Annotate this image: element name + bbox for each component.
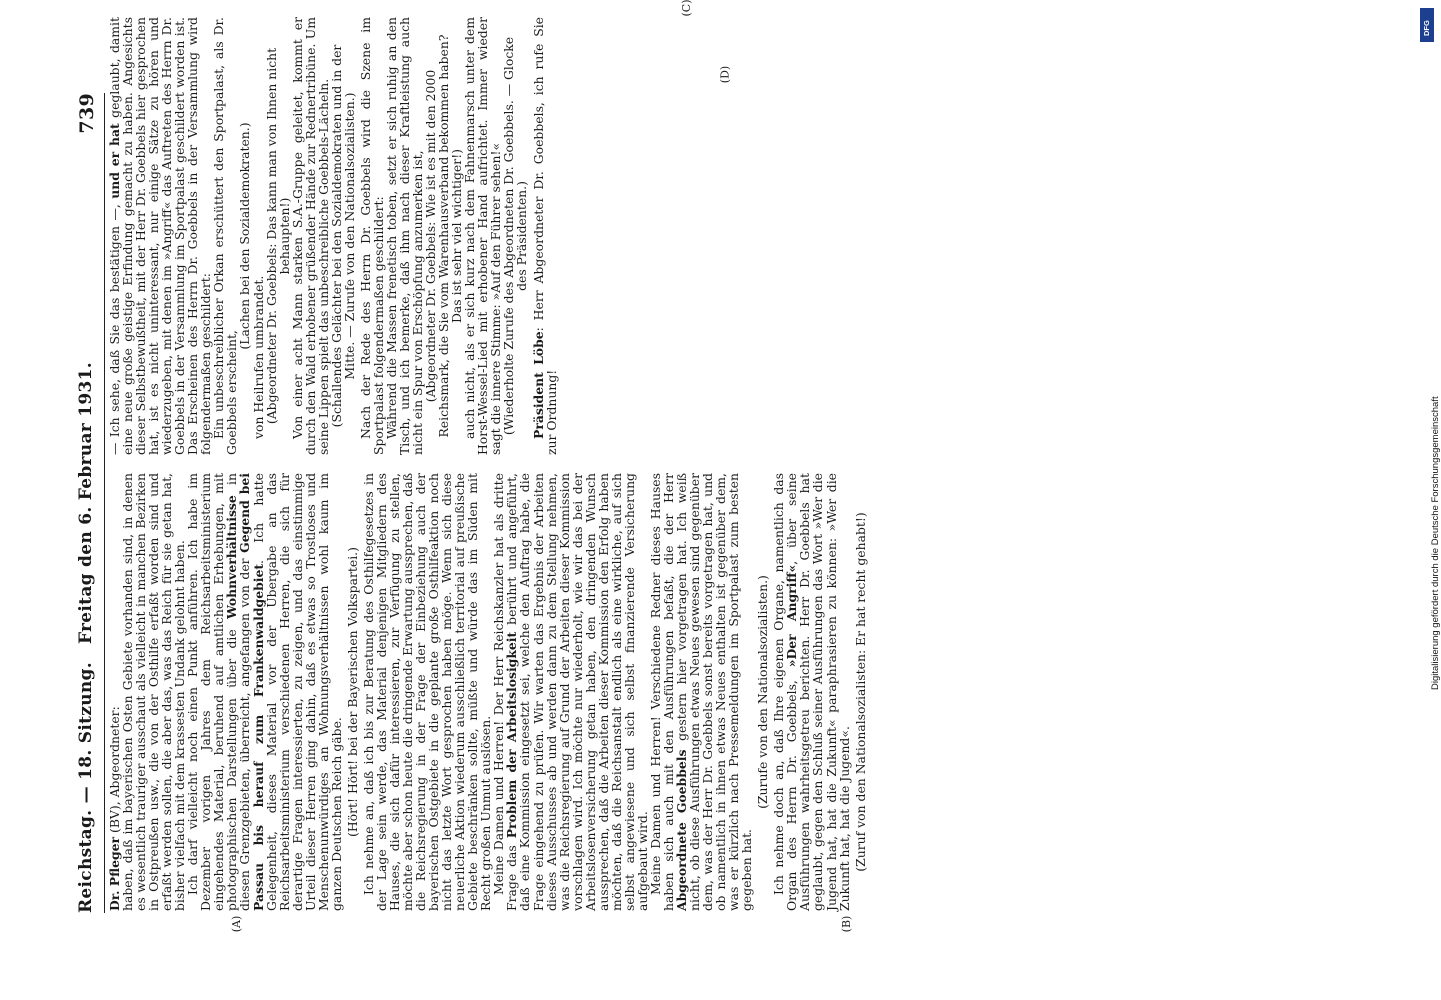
text-run: Meine Damen und Herren! Verschiedene Redner dieses Hauses haben sich auch mit den Ausführungen befaßt, die der Herr xyxy=(647,473,676,911)
interjection: (Lachen bei den Sozialdemokraten.) xyxy=(237,122,253,350)
margin-mark-b: (B) xyxy=(840,915,853,933)
quotation: Ein unbeschreiblicher Orkan erschüttert den Sportpalast, als Dr. Goebbels erscheint, xyxy=(211,17,240,455)
dfg-logo-text: DFG xyxy=(1422,20,1431,36)
margin-mark-d: (D) xyxy=(718,65,732,84)
speaker-name: Präsident Löbe xyxy=(530,331,546,439)
text-run: Ich darf vielleicht noch einen Punkt anführen. Ich habe im Dezember vorigen Jahres dem Reichsarbeitsministerium eingehendes Material, beruhend auf amtlichen Erhebungen, mit photographischen Darstellungen über die xyxy=(185,473,240,911)
text-run: , über seine Ausführungen wahrheitsgetreu berichten. Herr Dr. Goebbels hat geglaubt, gegen den Schluß seiner Ausführungen das Wort »Wer die Jugend hat, hat die Zukunft« paraphrasieren zu können: »Wer die Zukunft hat, hat die Jugend«. xyxy=(784,472,852,911)
interjection: (Abgeordneter Dr. Goebbels: Wie ist es mit den 2000 Reichsmark, die Sie vom Warenhausverband bekommen haben? Das ist sehr viel wichtiger!) xyxy=(423,34,465,438)
bold-run: Abgeordnete Goebbels xyxy=(674,749,690,911)
text-run: gestern hier vorgetragen hat. Ich weiß nicht, ob diese Ausführungen etwas Neues gewesen sind gegenüber dem, was der Herr Dr. Goebbels sonst bereits vorgetragen hat, und ob namentlich in ihnen etwas Neues enthalten ist gegenüber dem, was er kürzlich nach Pressemeldungen im Sportpalast zum besten gegeben hat. xyxy=(674,473,755,911)
paragraph: Ich nehme an, daß ich bis zur Beratung des Osthilfegesetzes in der Lage sein werde, das Material denjenigen Mitgliedern des Hauses, die sich dafür interessieren, zur Verfügung zu stellen, möchte aber schon heute die dringende Erwartung aussprechen, daß die Reichsregierung in der Frage der Einbeziehung auch der bayerischen Ostgebiete in die geplante große Osthilfeaktion noch nicht das letzte Wort gesprochen haben möge. Wenn sich diese neuerliche Aktion wiederum ausschließlich territorial auf preußische Gebiete beschränken sollte, müßte und würde das im Süden mit Recht großen Unmut auslösen. xyxy=(360,473,494,911)
paragraph xyxy=(186,473,343,911)
text-run: . Ich hatte Gelegenheit, dieses Material vor der Übergabe an das Reichsarbeitsministerium verschiedenen Herren, die sich für derartige Fragen interessierten, zu zeigen, und das einstimmige Urteil dieser Herren ging dahin, daß es etwas so Trostloses und Menschenunwürdiges an Wohnungsverhältnissen wohl kaum im ganzen Deutschen Reich gäbe. xyxy=(250,473,344,911)
bold-run: und er hat xyxy=(107,123,122,199)
text-run: berührt und angeführt, daß eine Kommission eingesetzt sei, welche den Auftrag habe, die Frage eingehend zu prüfen. Wir warten das Ergebnis der Arbeiten dieses Ausschusses ab und werden dann zu dem Stellung nehmen, was die Reichsregierung auf Grund der Arbeiten dieser Kommission vorschlagen wird. Ich möchte nur wiederholt, wie wir das bei der Arbeitslosenversicherung getan haben, den dringenden Wunsch aussprechen, daß die Arbeiten dieser Kommission den Erfolg haben möchten, daß die Reichsanstalt endlich als eine wirkliche, auf sich selbst angewiesene und sich selbst finanzierende Versicherung aufgebaut wird. xyxy=(504,473,650,911)
paragraph xyxy=(108,17,212,455)
paragraph xyxy=(532,17,558,455)
text-run: : Herr Abgeordneter Dr. Goebbels, ich rufe Sie zur Ordnung! xyxy=(530,17,559,455)
interjection: (Abgeordneter Dr. Goebbels: Das kann man von Ihnen nicht behaupten!) xyxy=(263,47,292,425)
interjection: (Schallendes Gelächter bei den Sozialdemokraten und in der Mitte. — Zurufe von den Nationalsozialisten.) xyxy=(328,44,357,428)
margin-mark-a: (A) xyxy=(230,915,243,933)
bold-run: Wohnverhältnisse xyxy=(224,495,240,620)
paragraph xyxy=(772,473,850,911)
interjection: (Wiederholte Zurufe des Abgeordneten Dr. Goebbels. — Glocke des Präsidenten.) xyxy=(501,36,530,436)
text-run: — Ich sehe, daß Sie das bestätigen —, xyxy=(107,198,122,455)
speaker-name: Dr. Pfleger xyxy=(107,836,122,911)
quotation: Während die Massen frenetisch toben, setzt er sich ruhig an den Tisch, und ich bemerke, daß ihm nach dieser Kraftleistung auch nicht ein Spur von Erschöpfung anzumerken ist, xyxy=(383,17,426,455)
header-rule xyxy=(104,93,105,913)
quotation: Von einer acht Mann starken S.A.-Gruppe geleitet, kommt er durch den Wald erhobener grüßender Hände zur Rednertribüne. Um seine Lippen spielt das unbeschreibliche Goebbels-Lächeln. xyxy=(289,17,331,455)
interjection: (Hört! Hört! bei der Bayerischen Volkspartei.) xyxy=(344,547,360,837)
bold-run: Gegend bei Passau bis herauf zum Frankenwaldgebiet xyxy=(237,473,266,911)
header-session: Reichstag. — 18. Sitzung. xyxy=(76,662,96,913)
margin-mark-c: (C) xyxy=(680,0,693,17)
digitization-credit xyxy=(1418,0,1441,1000)
speaker-role: (BV), Abgeordneter: xyxy=(107,706,122,837)
text-run: geglaubt, damit eine neue große geistige Erfindung gemacht zu haben. Angesichts dieser Selbstbewußtheit, mit der Herr Dr. Goebbels hier gesprochen hat, ist es nicht uninteressant, nur einige Sätze zu hören und wiederzugeben, mit denen im »Angriff« das Auftreten des Herrn Dr. Goebbels in der Versammlung im Sportpalast geschildert worden ist. Das Erscheinen des Herrn Dr. Goebbels in der Versammlung wird folgendermaßen geschildert: xyxy=(107,17,214,455)
page-number: 739 xyxy=(76,93,98,134)
rotated-document-page xyxy=(70,0,1400,933)
interjection: (Zurufe von den Nationalsozialisten.) xyxy=(755,575,771,809)
page-header xyxy=(76,93,102,913)
column-1 xyxy=(108,473,1400,911)
paragraph xyxy=(649,473,753,911)
paragraph: haben, daß im bayerischen Osten Gebiete vorhanden sind, in denen es wesentlich trauriger ausschaut als vielleicht in manchen Bezirken in Ostpreußen usw., die von der Osthilfe erfaßt worden sind und erfaßt werden sollen, die aber das, was das Reich für sie getan hat, bisher vielfach mit dem krassesten Undank gelohnt haben. xyxy=(120,473,188,911)
header-date: Freitag den 6. Februar 1931. xyxy=(76,362,96,645)
text-run: Meine Damen und Herren! Der Herr Reichskanzler hat als dritte Frage das xyxy=(491,473,520,911)
bold-run: Problem der Arbeitslosigkeit xyxy=(504,631,520,839)
paragraph xyxy=(492,473,649,911)
column-2 xyxy=(108,17,1400,455)
digitization-credit-text: Digitalisierung gefördert durch die Deutsche Forschungsgemeinschaft xyxy=(1430,396,1441,690)
quotation: von Heilrufen umbrandet. xyxy=(250,275,266,439)
quotation: auch nicht, als er sich kurz nach dem Fahnenmarsch unter dem Horst-Wessel-Lied mit erhobener Hand aufrichtet. Immer wieder sagt die innere Stimme: »Auf den Führer sehen!« xyxy=(462,17,504,455)
interjection: (Zuruf von den Nationalsozialisten: Er hat recht gehabt!) xyxy=(852,512,868,872)
bold-run: »Der Angriff« xyxy=(784,564,800,668)
paragraph: Nach der Rede des Herrn Dr. Goebbels wird die Szene im Sportpalast folgendermaßen geschildert: xyxy=(357,17,386,455)
text-run: in diesen Grenzgebieten, überreicht, angefangen von der xyxy=(224,473,253,911)
text-run: Ich nehme doch an, daß Ihre eigenen Organe, namentlich das Organ des Herrn Dr. Goebbels, xyxy=(771,473,800,911)
